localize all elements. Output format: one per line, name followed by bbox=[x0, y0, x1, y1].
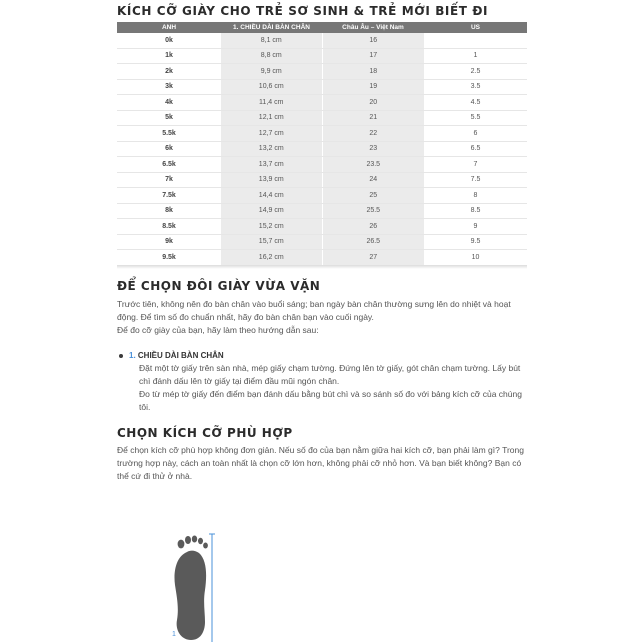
cell-uk: 6.5k bbox=[117, 157, 221, 173]
cell-eu-vn: 18 bbox=[322, 64, 424, 80]
cell-foot-length: 15,2 cm bbox=[221, 219, 322, 235]
foot-icon bbox=[175, 536, 208, 641]
table-row bbox=[117, 172, 527, 188]
cell-us: 4.5 bbox=[424, 95, 527, 111]
cell-eu-vn: 16 bbox=[322, 33, 424, 48]
section-heading-fit: ĐỂ CHỌN ĐÔI GIÀY VỪA VẶN bbox=[117, 278, 321, 293]
cell-foot-length: 14,9 cm bbox=[221, 203, 322, 219]
cell-eu-vn: 27 bbox=[322, 250, 424, 265]
table-row bbox=[117, 188, 527, 204]
cell-us: 9 bbox=[424, 219, 527, 235]
step-title bbox=[129, 349, 527, 362]
page-title: KÍCH CỠ GIÀY CHO TRẺ SƠ SINH & TRẺ MỚI BIẾT ĐI bbox=[117, 4, 489, 18]
cell-uk: 7.5k bbox=[117, 188, 221, 204]
cell-us bbox=[424, 33, 527, 48]
cell-uk: 0k bbox=[117, 33, 221, 48]
cell-eu-vn: 25 bbox=[322, 188, 424, 204]
cell-us: 1 bbox=[424, 48, 527, 64]
table-row bbox=[117, 64, 527, 80]
cell-us: 9.5 bbox=[424, 234, 527, 250]
cell-us: 5.5 bbox=[424, 110, 527, 126]
header-foot-length: 1. CHIỀU DÀI BÀN CHÂN bbox=[221, 22, 322, 33]
instructions-intro: Để đo cỡ giày của bạn, hãy làm theo hướng dẫn sau: bbox=[117, 324, 319, 335]
header-us: US bbox=[424, 22, 527, 33]
cell-us: 3.5 bbox=[424, 79, 527, 95]
cell-eu-vn: 25.5 bbox=[322, 203, 424, 219]
size-guide bbox=[117, 0, 527, 483]
cell-uk: 1k bbox=[117, 48, 221, 64]
table-row bbox=[117, 126, 527, 142]
cell-uk: 9k bbox=[117, 234, 221, 250]
cell-uk: 9.5k bbox=[162, 253, 176, 261]
header-uk: ANH bbox=[117, 22, 221, 33]
size-table bbox=[117, 22, 527, 265]
cell-eu-vn: 26.5 bbox=[322, 234, 424, 250]
cell-foot-length: 16,2 cm bbox=[221, 250, 322, 265]
table-row bbox=[117, 141, 527, 157]
cell-uk: 6k bbox=[117, 141, 221, 157]
cell-us: 6.5 bbox=[424, 141, 527, 157]
cell-eu-vn: 19 bbox=[322, 79, 424, 95]
cell-eu-vn: 23.5 bbox=[322, 157, 424, 173]
cell-uk: 4k bbox=[117, 95, 221, 111]
bullet-icon bbox=[119, 354, 123, 358]
table-row bbox=[117, 234, 527, 250]
header-eu-vn: Châu Âu – Việt Nam bbox=[322, 22, 424, 33]
section-heading-size: CHỌN KÍCH CỠ PHÙ HỢP bbox=[117, 425, 293, 440]
cell-us: 7.5 bbox=[424, 172, 527, 188]
cell-foot-length: 10,6 cm bbox=[221, 79, 322, 95]
cell-foot-length: 12,7 cm bbox=[221, 126, 322, 142]
cell-uk: 8k bbox=[117, 203, 221, 219]
list-item bbox=[117, 349, 527, 414]
table-row bbox=[117, 48, 527, 64]
cell-foot-length: 15,7 cm bbox=[221, 234, 322, 250]
cell-eu-vn: 26 bbox=[322, 219, 424, 235]
cell-foot-length: 8,8 cm bbox=[221, 48, 322, 64]
cell-eu-vn: 23 bbox=[322, 141, 424, 157]
intro-paragraph: Trước tiên, không nên đo bàn chân vào buổi sáng; ban ngày bàn chân thường sưng lên do nhiệt và hoạt động. Để tìm số đo chuẩn nhất, hãy đo bàn chân bạn vào cuối ngày. bbox=[117, 298, 511, 322]
cell-uk: 5k bbox=[117, 110, 221, 126]
step-title-text: CHIỀU DÀI BÀN CHÂN bbox=[137, 350, 224, 360]
step-list bbox=[117, 349, 527, 414]
step-line-2: Đo từ mép tờ giấy đến điểm bạn đánh dấu bằng bút chì và so sánh số đo với bảng kích cỡ của chúng tôi. bbox=[139, 388, 522, 412]
size-paragraph: Để chọn kích cỡ phù hợp không đơn giản. Nếu số đo của bạn nằm giữa hai kích cỡ, bạn phải làm gì? Trong trường hợp này, cách an toàn nhất là chọn cỡ lớn hơn, không phải cỡ nhỏ hơn. Và bạn biết không? Bạn có thể cứ đi thử ở nhà. bbox=[117, 444, 524, 481]
table-row bbox=[117, 203, 527, 219]
cell-us: 10 bbox=[471, 253, 480, 261]
step-line-1: Đặt một tờ giấy trên sàn nhà, mép giấy chạm tường. Đứng lên tờ giấy, gót chân chạm tường. Lấy bút chì đánh dấu lên tờ giấy tại điểm đầu mũi ngón chân. bbox=[139, 362, 521, 386]
cell-us: 8 bbox=[424, 188, 527, 204]
cell-foot-length: 9,9 cm bbox=[221, 64, 322, 80]
cell-eu-vn: 20 bbox=[322, 95, 424, 111]
cell-us: 7 bbox=[424, 157, 527, 173]
foot-diagram bbox=[165, 530, 225, 643]
table-row bbox=[117, 157, 527, 173]
table-row bbox=[117, 95, 527, 111]
cell-uk: 5.5k bbox=[117, 126, 221, 142]
cell-us: 8.5 bbox=[424, 203, 527, 219]
measure-label: 1 bbox=[172, 631, 176, 638]
cell-foot-length: 13,2 cm bbox=[221, 141, 322, 157]
cell-eu-vn: 22 bbox=[322, 126, 424, 142]
cell-foot-length: 14,4 cm bbox=[221, 188, 322, 204]
cell-us: 6 bbox=[424, 126, 527, 142]
cell-uk: 3k bbox=[117, 79, 221, 95]
cell-uk: 2k bbox=[117, 64, 221, 80]
cell-uk: 7k bbox=[117, 172, 221, 188]
table-body bbox=[117, 33, 527, 265]
cell-eu-vn: 17 bbox=[322, 48, 424, 64]
table-row bbox=[117, 79, 527, 95]
table-header-row bbox=[117, 22, 527, 33]
cell-foot-length: 11,4 cm bbox=[221, 95, 322, 111]
measure-line bbox=[209, 534, 215, 642]
cell-foot-length: 12,1 cm bbox=[221, 110, 322, 126]
cell-foot-length: 13,7 cm bbox=[221, 157, 322, 173]
cell-eu-vn: 24 bbox=[322, 172, 424, 188]
table-row bbox=[117, 33, 527, 48]
cell-eu-vn: 21 bbox=[322, 110, 424, 126]
cell-foot-length: 13,9 cm bbox=[221, 172, 322, 188]
table-row bbox=[117, 219, 527, 235]
cell-uk: 8.5k bbox=[117, 219, 221, 235]
table-row bbox=[117, 250, 527, 265]
table-row bbox=[117, 110, 527, 126]
cell-us: 2.5 bbox=[424, 64, 527, 80]
cell-foot-length: 8,1 cm bbox=[221, 33, 322, 48]
step-number: 1. bbox=[129, 350, 136, 360]
